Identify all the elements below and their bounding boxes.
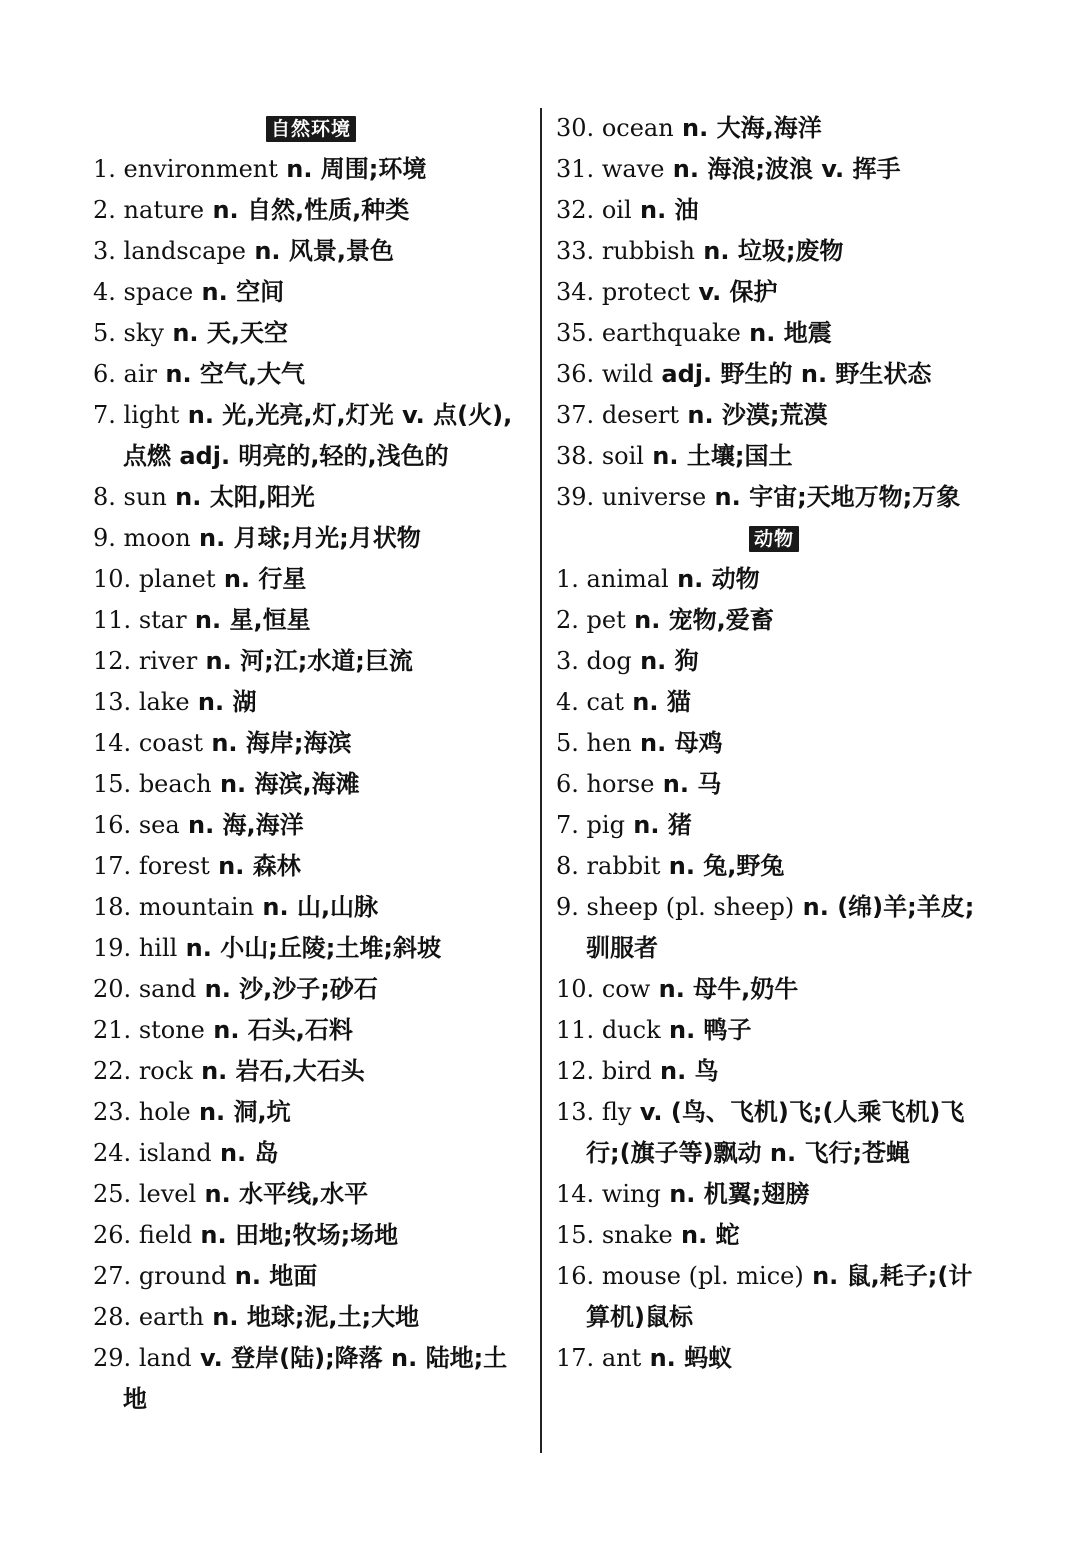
entry-number: 16. bbox=[556, 1262, 595, 1290]
vocab-entry bbox=[556, 477, 992, 518]
vocab-entry bbox=[556, 272, 992, 313]
entry-definition: n. 小山;丘陵;土堆;斜坡 bbox=[177, 934, 442, 962]
entry-number: 3. bbox=[556, 647, 579, 675]
entry-number: 6. bbox=[93, 360, 116, 388]
vocab-entry bbox=[93, 764, 529, 805]
entry-word: hole bbox=[138, 1098, 191, 1126]
entry-word: nature bbox=[123, 196, 205, 224]
entry-definition: n. 地面 bbox=[226, 1262, 318, 1290]
entry-definition: n. 天,天空 bbox=[163, 319, 288, 347]
entry-definition: n. 狗 bbox=[631, 647, 699, 675]
entry-number: 19. bbox=[93, 934, 132, 962]
entry-number: 7. bbox=[93, 401, 116, 429]
entry-number: 9. bbox=[93, 524, 116, 552]
vocab-entry bbox=[93, 1174, 529, 1215]
entry-number: 26. bbox=[93, 1221, 132, 1249]
entry-word: sea bbox=[138, 811, 180, 839]
entry-definition: n. 月球;月光;月状物 bbox=[190, 524, 421, 552]
vocab-entry bbox=[93, 1297, 529, 1338]
vocab-entry bbox=[93, 641, 529, 682]
entry-definition: n. 沙,沙子;砂石 bbox=[196, 975, 378, 1003]
vocab-entry bbox=[556, 149, 992, 190]
entry-definition: n. 宇宙;天地万物;万象 bbox=[706, 483, 961, 511]
section-header-nature bbox=[93, 108, 529, 149]
entry-word: island bbox=[138, 1139, 212, 1167]
entry-number: 15. bbox=[93, 770, 132, 798]
entry-definition: n. 鸭子 bbox=[660, 1016, 752, 1044]
entry-definition: n. 兔,野兔 bbox=[660, 852, 785, 880]
vocab-entry bbox=[556, 1256, 992, 1338]
entry-number: 9. bbox=[556, 893, 579, 921]
entry-word: beach bbox=[138, 770, 212, 798]
entry-word: mouse (pl. mice) bbox=[601, 1262, 804, 1290]
entry-word: land bbox=[138, 1344, 192, 1372]
entry-definition: n. 河;江;水道;巨流 bbox=[197, 647, 413, 675]
entry-definition: n. 岛 bbox=[211, 1139, 279, 1167]
entry-number: 29. bbox=[93, 1344, 132, 1372]
entry-number: 12. bbox=[556, 1057, 595, 1085]
entry-definition: n. 风景,景色 bbox=[245, 237, 395, 265]
entry-definition: n. 猪 bbox=[624, 811, 692, 839]
entry-number: 14. bbox=[556, 1180, 595, 1208]
entry-word: sheep (pl. sheep) bbox=[586, 893, 795, 921]
entry-list bbox=[556, 108, 992, 518]
entry-word: light bbox=[123, 401, 180, 429]
section-header-animals bbox=[556, 518, 992, 559]
entry-number: 10. bbox=[556, 975, 595, 1003]
entry-word: sand bbox=[138, 975, 197, 1003]
entry-word: ant bbox=[601, 1344, 642, 1372]
entry-number: 21. bbox=[93, 1016, 132, 1044]
vocab-entry bbox=[556, 1010, 992, 1051]
entry-definition: n. 宠物,爱畜 bbox=[625, 606, 774, 634]
vocab-entry bbox=[93, 600, 529, 641]
entry-definition: n. 空间 bbox=[193, 278, 285, 306]
entry-definition: n. 洞,坑 bbox=[190, 1098, 291, 1126]
entry-word: wave bbox=[601, 155, 665, 183]
entry-list bbox=[93, 149, 529, 1420]
entry-word: stone bbox=[138, 1016, 205, 1044]
vocab-entry bbox=[93, 477, 529, 518]
entry-definition: n. 地球;泥,土;大地 bbox=[203, 1303, 420, 1331]
entry-word: level bbox=[138, 1180, 197, 1208]
vocab-entry bbox=[93, 190, 529, 231]
entry-word: protect bbox=[601, 278, 691, 306]
entry-definition: n. 土壤;国土 bbox=[643, 442, 793, 470]
vocab-entry bbox=[93, 1010, 529, 1051]
entry-number: 8. bbox=[93, 483, 116, 511]
entry-word: star bbox=[138, 606, 187, 634]
entry-number: 6. bbox=[556, 770, 579, 798]
entry-definition: n. 星,恒星 bbox=[186, 606, 311, 634]
entry-word: mountain bbox=[138, 893, 255, 921]
entry-word: ocean bbox=[601, 114, 674, 142]
entry-number: 37. bbox=[556, 401, 595, 429]
entry-word: soil bbox=[601, 442, 644, 470]
entry-number: 1. bbox=[93, 155, 116, 183]
entry-definition: v. 登岸(陆);降落 n. 陆地;土地 bbox=[123, 1344, 508, 1413]
entry-number: 11. bbox=[93, 606, 132, 634]
entry-definition: n. (绵)羊;羊皮;驯服者 bbox=[586, 893, 975, 962]
entry-number: 23. bbox=[93, 1098, 132, 1126]
entry-word: cat bbox=[586, 688, 624, 716]
vocab-entry bbox=[93, 231, 529, 272]
entry-number: 18. bbox=[93, 893, 132, 921]
entry-number: 4. bbox=[556, 688, 579, 716]
column-divider bbox=[540, 108, 542, 1453]
entry-word: wild bbox=[601, 360, 654, 388]
entry-word: river bbox=[138, 647, 198, 675]
entry-word: rubbish bbox=[601, 237, 695, 265]
entry-definition: n. 海滨,海滩 bbox=[211, 770, 360, 798]
entry-number: 17. bbox=[93, 852, 132, 880]
vocab-entry bbox=[556, 108, 992, 149]
entry-definition: v. (鸟、飞机)飞;(人乘飞机)飞行;(旗子等)飘动 n. 飞行;苍蝇 bbox=[586, 1098, 965, 1167]
entry-number: 36. bbox=[556, 360, 595, 388]
vocab-entry bbox=[556, 190, 992, 231]
entry-number: 1. bbox=[556, 565, 579, 593]
entry-definition: n. 岩石,大石头 bbox=[192, 1057, 365, 1085]
vocab-entry bbox=[93, 1215, 529, 1256]
entry-word: ground bbox=[138, 1262, 227, 1290]
entry-word: sun bbox=[123, 483, 167, 511]
entry-number: 35. bbox=[556, 319, 595, 347]
entry-definition: n. 海浪;波浪 v. 挥手 bbox=[664, 155, 901, 183]
entry-word: forest bbox=[138, 852, 210, 880]
vocab-entry bbox=[93, 1092, 529, 1133]
entry-word: environment bbox=[123, 155, 278, 183]
entry-definition: n. 湖 bbox=[189, 688, 257, 716]
entry-word: field bbox=[138, 1221, 193, 1249]
entry-number: 10. bbox=[93, 565, 132, 593]
section-title: 自然环境 bbox=[266, 116, 356, 142]
entry-number: 34. bbox=[556, 278, 595, 306]
entry-definition: n. 鼠,耗子;(计算机)鼠标 bbox=[586, 1262, 973, 1331]
vocab-entry bbox=[556, 1051, 992, 1092]
entry-definition: n. 动物 bbox=[668, 565, 760, 593]
vocab-entry bbox=[93, 1133, 529, 1174]
vocab-entry bbox=[556, 805, 992, 846]
vocab-entry bbox=[556, 1215, 992, 1256]
vocab-entry bbox=[93, 969, 529, 1010]
vocab-entry bbox=[93, 313, 529, 354]
entry-word: lake bbox=[138, 688, 190, 716]
entry-word: cow bbox=[601, 975, 651, 1003]
entry-word: earthquake bbox=[601, 319, 741, 347]
vocab-entry bbox=[93, 272, 529, 313]
vocab-entry bbox=[556, 395, 992, 436]
vocab-entry bbox=[93, 1338, 529, 1420]
entry-definition: n. 山,山脉 bbox=[254, 893, 379, 921]
entry-definition: n. 太阳,阳光 bbox=[166, 483, 315, 511]
entry-definition: n. 大海,海洋 bbox=[673, 114, 822, 142]
vocab-entry bbox=[556, 969, 992, 1010]
entry-word: coast bbox=[138, 729, 203, 757]
vocab-entry bbox=[556, 1338, 992, 1379]
vocab-entry bbox=[93, 1256, 529, 1297]
entry-word: space bbox=[123, 278, 194, 306]
entry-word: oil bbox=[601, 196, 632, 224]
entry-number: 22. bbox=[93, 1057, 132, 1085]
entry-word: desert bbox=[601, 401, 680, 429]
entry-definition: n. 蚂蚁 bbox=[641, 1344, 733, 1372]
entry-definition: n. 机翼;翅膀 bbox=[660, 1180, 810, 1208]
entry-number: 32. bbox=[556, 196, 595, 224]
vocab-entry bbox=[93, 354, 529, 395]
entry-number: 30. bbox=[556, 114, 595, 142]
entry-number: 13. bbox=[93, 688, 132, 716]
entry-number: 33. bbox=[556, 237, 595, 265]
vocab-entry bbox=[556, 354, 992, 395]
vocab-entry bbox=[556, 846, 992, 887]
vocab-entry bbox=[556, 600, 992, 641]
entry-number: 16. bbox=[93, 811, 132, 839]
entry-number: 14. bbox=[93, 729, 132, 757]
entry-number: 17. bbox=[556, 1344, 595, 1372]
vocab-entry bbox=[93, 149, 529, 190]
entry-word: moon bbox=[123, 524, 191, 552]
entry-number: 15. bbox=[556, 1221, 595, 1249]
left-column bbox=[93, 108, 529, 1420]
entry-word: pig bbox=[586, 811, 625, 839]
entry-definition: n. 母鸡 bbox=[631, 729, 723, 757]
entry-number: 5. bbox=[556, 729, 579, 757]
entry-word: planet bbox=[138, 565, 216, 593]
entry-word: duck bbox=[601, 1016, 661, 1044]
entry-definition: n. 石头,石料 bbox=[204, 1016, 353, 1044]
entry-definition: n. 地震 bbox=[740, 319, 832, 347]
vocab-entry bbox=[556, 723, 992, 764]
vocab-entry bbox=[556, 313, 992, 354]
vocab-entry bbox=[556, 641, 992, 682]
entry-number: 4. bbox=[93, 278, 116, 306]
entry-number: 39. bbox=[556, 483, 595, 511]
vocab-entry bbox=[556, 1092, 992, 1174]
entry-word: horse bbox=[586, 770, 655, 798]
entry-word: earth bbox=[138, 1303, 204, 1331]
entry-number: 31. bbox=[556, 155, 595, 183]
entry-word: dog bbox=[586, 647, 632, 675]
entry-number: 2. bbox=[556, 606, 579, 634]
vocab-entry bbox=[93, 805, 529, 846]
entry-number: 2. bbox=[93, 196, 116, 224]
vocab-entry bbox=[556, 231, 992, 272]
entry-definition: n. 沙漠;荒漠 bbox=[679, 401, 828, 429]
entry-number: 27. bbox=[93, 1262, 132, 1290]
entry-word: bird bbox=[601, 1057, 652, 1085]
vocab-entry bbox=[556, 1174, 992, 1215]
entry-number: 28. bbox=[93, 1303, 132, 1331]
entry-word: rabbit bbox=[586, 852, 661, 880]
entry-number: 3. bbox=[93, 237, 116, 265]
entry-definition: n. 行星 bbox=[215, 565, 307, 593]
entry-definition: v. 保护 bbox=[690, 278, 778, 306]
entry-definition: n. 猫 bbox=[623, 688, 691, 716]
entry-definition: n. 垃圾;废物 bbox=[694, 237, 844, 265]
entry-word: pet bbox=[586, 606, 626, 634]
entry-definition: n. 森林 bbox=[209, 852, 301, 880]
vocab-entry bbox=[93, 846, 529, 887]
entry-word: fly bbox=[601, 1098, 632, 1126]
vocab-entry bbox=[93, 887, 529, 928]
entry-definition: n. 海岸;海滨 bbox=[202, 729, 352, 757]
entry-definition: n. 鸟 bbox=[651, 1057, 719, 1085]
entry-definition: n. 海,海洋 bbox=[179, 811, 304, 839]
vocab-entry bbox=[556, 559, 992, 600]
vocab-entry bbox=[556, 764, 992, 805]
entry-word: hill bbox=[138, 934, 178, 962]
entry-number: 5. bbox=[93, 319, 116, 347]
entry-word: hen bbox=[586, 729, 632, 757]
vocab-entry bbox=[93, 518, 529, 559]
entry-definition: n. 自然,性质,种类 bbox=[204, 196, 410, 224]
entry-word: animal bbox=[586, 565, 669, 593]
entry-definition: n. 马 bbox=[654, 770, 722, 798]
entry-word: landscape bbox=[123, 237, 246, 265]
entry-definition: n. 光,光亮,灯,灯光 v. 点(火),点燃 adj. 明亮的,轻的,浅色的 bbox=[123, 401, 513, 470]
vocab-entry bbox=[93, 559, 529, 600]
entry-number: 11. bbox=[556, 1016, 595, 1044]
entry-definition: adj. 野生的 n. 野生状态 bbox=[653, 360, 932, 388]
vocab-entry bbox=[556, 682, 992, 723]
vocab-entry bbox=[556, 436, 992, 477]
entry-definition: n. 周围;环境 bbox=[277, 155, 427, 183]
entry-list bbox=[556, 559, 992, 1379]
vocab-entry bbox=[93, 723, 529, 764]
entry-number: 24. bbox=[93, 1139, 132, 1167]
entry-definition: n. 母牛,奶牛 bbox=[650, 975, 799, 1003]
entry-definition: n. 水平线,水平 bbox=[196, 1180, 369, 1208]
entry-word: universe bbox=[601, 483, 707, 511]
entry-number: 12. bbox=[93, 647, 132, 675]
section-title: 动物 bbox=[749, 526, 799, 552]
entry-word: air bbox=[123, 360, 158, 388]
entry-definition: n. 空气,大气 bbox=[157, 360, 306, 388]
entry-number: 25. bbox=[93, 1180, 132, 1208]
entry-definition: n. 蛇 bbox=[672, 1221, 740, 1249]
entry-number: 8. bbox=[556, 852, 579, 880]
entry-number: 13. bbox=[556, 1098, 595, 1126]
entry-word: snake bbox=[601, 1221, 673, 1249]
entry-word: rock bbox=[138, 1057, 193, 1085]
entry-number: 38. bbox=[556, 442, 595, 470]
entry-definition: n. 油 bbox=[631, 196, 699, 224]
vocab-entry bbox=[556, 887, 992, 969]
entry-definition: n. 田地;牧场;场地 bbox=[192, 1221, 399, 1249]
entry-word: wing bbox=[601, 1180, 661, 1208]
vocab-entry bbox=[93, 682, 529, 723]
entry-number: 7. bbox=[556, 811, 579, 839]
right-column bbox=[556, 108, 992, 1379]
entry-word: sky bbox=[123, 319, 164, 347]
vocab-entry bbox=[93, 1051, 529, 1092]
vocab-entry bbox=[93, 928, 529, 969]
vocab-entry bbox=[93, 395, 529, 477]
entry-number: 20. bbox=[93, 975, 132, 1003]
